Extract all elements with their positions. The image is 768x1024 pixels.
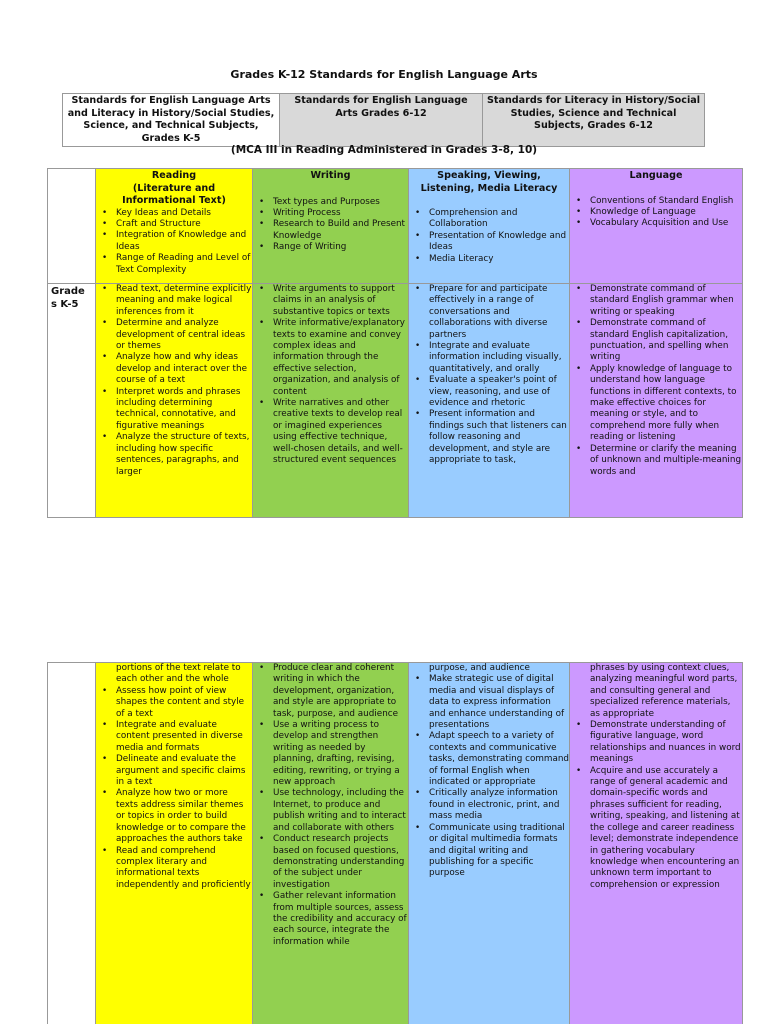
list-item: • Interpret words and phrases including determining technical, connotative, and figurative meanings <box>96 387 252 433</box>
list-item: • Prepare for and participate effectively in a range of conversations and collaborations with diverse partners <box>409 284 569 341</box>
list-item: • Adapt speech to a variety of contexts and communicative tasks, demonstrating command of formal English when indicated or appropriate <box>409 731 569 788</box>
list-item: • Research to Build and Present Knowledge <box>253 219 408 242</box>
list-item: • Knowledge of Language <box>570 207 742 218</box>
language-k5-list <box>570 284 742 478</box>
reading-k5-list <box>96 284 252 478</box>
speaking-column <box>409 169 570 284</box>
list-item: • Text types and Purposes <box>253 197 408 208</box>
list-item: • Read text, determine explicitly meaning and make logical inferences from it <box>96 284 252 318</box>
list-item: • Communicate using traditional or digital multimedia formats and digital writing and publishing for a specific purpose <box>409 823 569 880</box>
standards-grid-page1 <box>47 168 743 518</box>
writing-header: Writing <box>310 170 351 181</box>
writing-overview-list <box>253 197 408 254</box>
list-item: • Writing Process <box>253 208 408 219</box>
list-item: • Evaluate a speaker's point of view, reasoning, and use of evidence and rhetoric <box>409 375 569 409</box>
language-k5-list-continued <box>570 720 742 891</box>
page-title: Grades K-12 Standards for English Language Arts <box>230 68 538 81</box>
list-item: • Make strategic use of digital media and visual displays of data to express information and enhance understanding of presentations <box>409 674 569 731</box>
list-item: • Analyze how and why ideas develop and interact over the course of a text <box>96 352 252 386</box>
list-item: • Assess how point of view shapes the content and style of a text <box>96 686 252 720</box>
list-item: • Apply knowledge of language to understand how language functions in different contexts, to make effective choices for meaning or style, and to comprehend more fully when reading or listening <box>570 364 742 444</box>
list-item: • Determine and analyze development of central ideas or themes <box>96 318 252 352</box>
list-item: • Craft and Structure <box>96 219 252 230</box>
corner-cell <box>48 169 96 284</box>
writing-k5-cell <box>253 284 409 518</box>
row-label-grades-k5: Grade s K-5 <box>48 284 96 518</box>
list-item: • Present information and findings such that listeners can follow reasoning and development, and style are appropriate to task, <box>409 409 569 466</box>
language-k5-cell-continued <box>570 663 743 1024</box>
reading-k5-list-continued <box>96 686 252 891</box>
list-item: • Integrate and evaluate content presented in diverse media and formats <box>96 720 252 754</box>
speaking-overview-list <box>409 208 569 265</box>
list-item: • Acquire and use accurately a range of general academic and domain-specific words and phrases sufficient for reading, writing, speaking, and listening at the college and career readiness level; demonstrate independence in gathering vocabulary knowledge when encountering an unknown term important to comprehension or expression <box>570 766 742 891</box>
list-item: • Key Ideas and Details <box>96 208 252 219</box>
list-item: • Range of Writing <box>253 242 408 253</box>
mca-note: (MCA III in Reading Administered in Grades 3-8, 10) <box>230 144 538 156</box>
writing-column <box>253 169 409 284</box>
list-item: • Integrate and evaluate information including visually, quantitatively, and orally <box>409 341 569 375</box>
list-item: • Write informative/explanatory texts to examine and convey complex ideas and information through the effective selection, organization, and analysis of content <box>253 318 408 398</box>
list-item: • Demonstrate command of standard English grammar when writing or speaking <box>570 284 742 318</box>
list-item: • Critically analyze information found in electronic, print, and mass media <box>409 788 569 822</box>
list-item: • Demonstrate command of standard English capitalization, punctuation, and spelling when writing <box>570 318 742 364</box>
list-item: • Use technology, including the Internet, to produce and publish writing and to interact and collaborate with others <box>253 788 408 834</box>
speaking-k5-list-continued <box>409 674 569 879</box>
list-item: • Produce clear and coherent writing in which the development, organization, and style are appropriate to task, purpose, and audience <box>253 663 408 720</box>
list-item: • Media Literacy <box>409 254 569 265</box>
standards-header-table <box>62 93 705 147</box>
list-item: • Integration of Knowledge and Ideas <box>96 230 252 253</box>
list-item: • Delineate and evaluate the argument and specific claims in a text <box>96 754 252 788</box>
speaking-continuation-text: purpose, and audience <box>429 663 530 673</box>
list-item: • Vocabulary Acquisition and Use <box>570 218 742 229</box>
list-item: • Read and comprehend complex literary and informational texts independently and proficiently <box>96 846 252 892</box>
writing-k5-cell-continued <box>253 663 409 1024</box>
reading-header: Reading (Literature and Informational Text) <box>122 170 226 206</box>
list-item: • Range of Reading and Level of Text Complexity <box>96 253 252 276</box>
row-label-cell-continued <box>48 663 96 1024</box>
list-item: • Conduct research projects based on focused questions, demonstrating understanding of the subject under investigation <box>253 834 408 891</box>
list-item: • Write narratives and other creative texts to develop real or imagined experiences using effective technique, well-chosen details, and well-structured event sequences <box>253 398 408 466</box>
list-item: • Use a writing process to develop and strengthen writing as needed by planning, drafting, revising, editing, rewriting, or trying a new approach <box>253 720 408 788</box>
language-header: Language <box>629 170 683 181</box>
header-box-literacy-6-12: Standards for Literacy in History/Social Studies, Science and Technical Subjects, Grades 6-12 <box>483 94 705 147</box>
header-box-k5: Standards for English Language Arts and Literacy in History/Social Studies, Science, and Technical Subjects, Grades K-5 <box>63 94 280 147</box>
writing-k5-list-continued <box>253 663 408 948</box>
speaking-k5-cell-continued <box>409 663 570 1024</box>
list-item: • Write arguments to support claims in an analysis of substantive topics or texts <box>253 284 408 318</box>
list-item: • Analyze how two or more texts address similar themes or topics in order to build knowledge or to compare the approaches the authors take <box>96 788 252 845</box>
list-item: • Conventions of Standard English <box>570 196 742 207</box>
list-item: • Demonstrate understanding of figurative language, word relationships and nuances in word meanings <box>570 720 742 766</box>
language-k5-cell <box>570 284 743 518</box>
speaking-k5-list <box>409 284 569 467</box>
list-item: • Analyze the structure of texts, including how specific sentences, paragraphs, and larger <box>96 432 252 478</box>
language-column <box>570 169 743 284</box>
list-item: • Determine or clarify the meaning of unknown and multiple-meaning words and <box>570 444 742 478</box>
list-item: • Comprehension and Collaboration <box>409 208 569 231</box>
speaking-k5-cell <box>409 284 570 518</box>
speaking-header: Speaking, Viewing, Listening, Media Literacy <box>420 170 558 194</box>
reading-k5-cell <box>96 284 253 518</box>
standards-grid-page2 <box>47 662 743 1024</box>
writing-k5-list <box>253 284 408 467</box>
header-box-6-12: Standards for English Language Arts Grades 6-12 <box>280 94 483 147</box>
reading-overview-list <box>96 208 252 276</box>
language-overview-list <box>570 196 742 230</box>
list-item: • Gather relevant information from multiple sources, assess the credibility and accuracy of each source, integrate the information while <box>253 891 408 948</box>
reading-continuation-text: portions of the text relate to each other and the whole <box>116 663 241 685</box>
reading-k5-cell-continued <box>96 663 253 1024</box>
list-item: • Presentation of Knowledge and Ideas <box>409 231 569 254</box>
reading-column <box>96 169 253 284</box>
language-continuation-text: phrases by using context clues, analyzing meaningful word parts, and consulting general and specialized reference materials, as appropriate <box>590 663 738 719</box>
